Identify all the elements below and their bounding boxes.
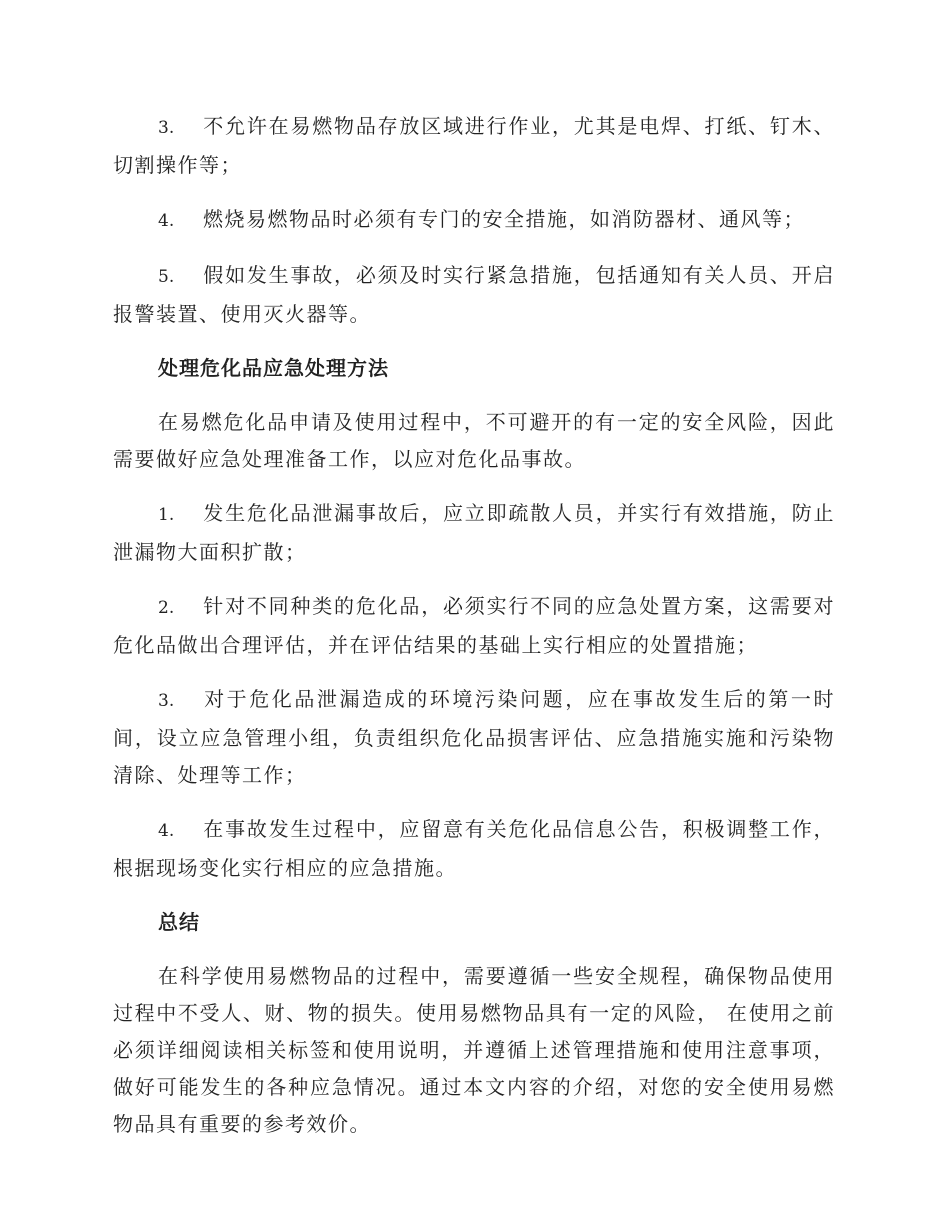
list-item-number: 1.: [158, 505, 175, 525]
list-item-number: 3.: [158, 691, 175, 711]
list-item-text: 对于危化品泄漏造成的环境污染问题，应在事故发生后的第一时间，设立应急管理小组，负责组织危化品损害评估、应急措施实施和污染物清除、处理等工作；: [113, 687, 835, 787]
list-item: [113, 201, 835, 240]
list-item-text: 针对不同种类的危化品，必须实行不同的应急处置方案，这需要对危化品做出合理评估，并在评估结果的基础上实行相应的处置措施；: [113, 594, 835, 657]
list-item: [113, 588, 835, 664]
section-intro-paragraph: 在易燃危化品申请及使用过程中，不可避开的有一定的安全风险，因此需要做好应急处理准备工作，以应对危化品事故。: [113, 410, 835, 471]
list-item-text: 假如发生事故，必须及时实行紧急措施，包括通知有关人员、开启报警装置、使用灭火器等。: [113, 263, 835, 326]
document-page: [113, 108, 835, 1143]
list-item: [113, 681, 835, 794]
list-item-text: 发生危化品泄漏事故后，应立即疏散人员，并实行有效措施，防止泄漏物大面积扩散；: [113, 501, 835, 564]
list-item-number: 3.: [158, 118, 175, 138]
list-item-text: 燃烧易燃物品时必须有专门的安全措施，如消防器材、通风等；: [203, 207, 805, 231]
section-heading-summary: 总结: [158, 910, 200, 934]
list-item: [113, 811, 835, 887]
list-item-number: 4.: [158, 821, 175, 841]
list-item: [113, 108, 835, 184]
list-item-text: 不允许在易燃物品存放区域进行作业，尤其是电焊、打纸、钉木、切割操作等；: [113, 114, 835, 177]
summary-paragraph: 在科学使用易燃物品的过程中，需要遵循一些安全规程，确保物品使用过程中不受人、财、物的损失。使用易燃物品具有一定的风险， 在使用之前必须详细阅读相关标签和使用说明，并遵循上述管理措施和使用注意事项，做好可能发生的各种应急情况。通过本文内容的介绍，对您的安全使用易燃物品具有重要的参考效价。: [113, 964, 835, 1136]
list-item-number: 4.: [158, 211, 175, 231]
list-item-number: 5.: [158, 267, 175, 287]
list-item: [113, 495, 835, 571]
section-heading-emergency: 处理危化品应急处理方法: [158, 356, 389, 380]
list-item: [113, 257, 835, 333]
list-item-number: 2.: [158, 598, 175, 618]
list-item-text: 在事故发生过程中，应留意有关危化品信息公告，积极调整工作，根据现场变化实行相应的应急措施。: [113, 817, 835, 880]
